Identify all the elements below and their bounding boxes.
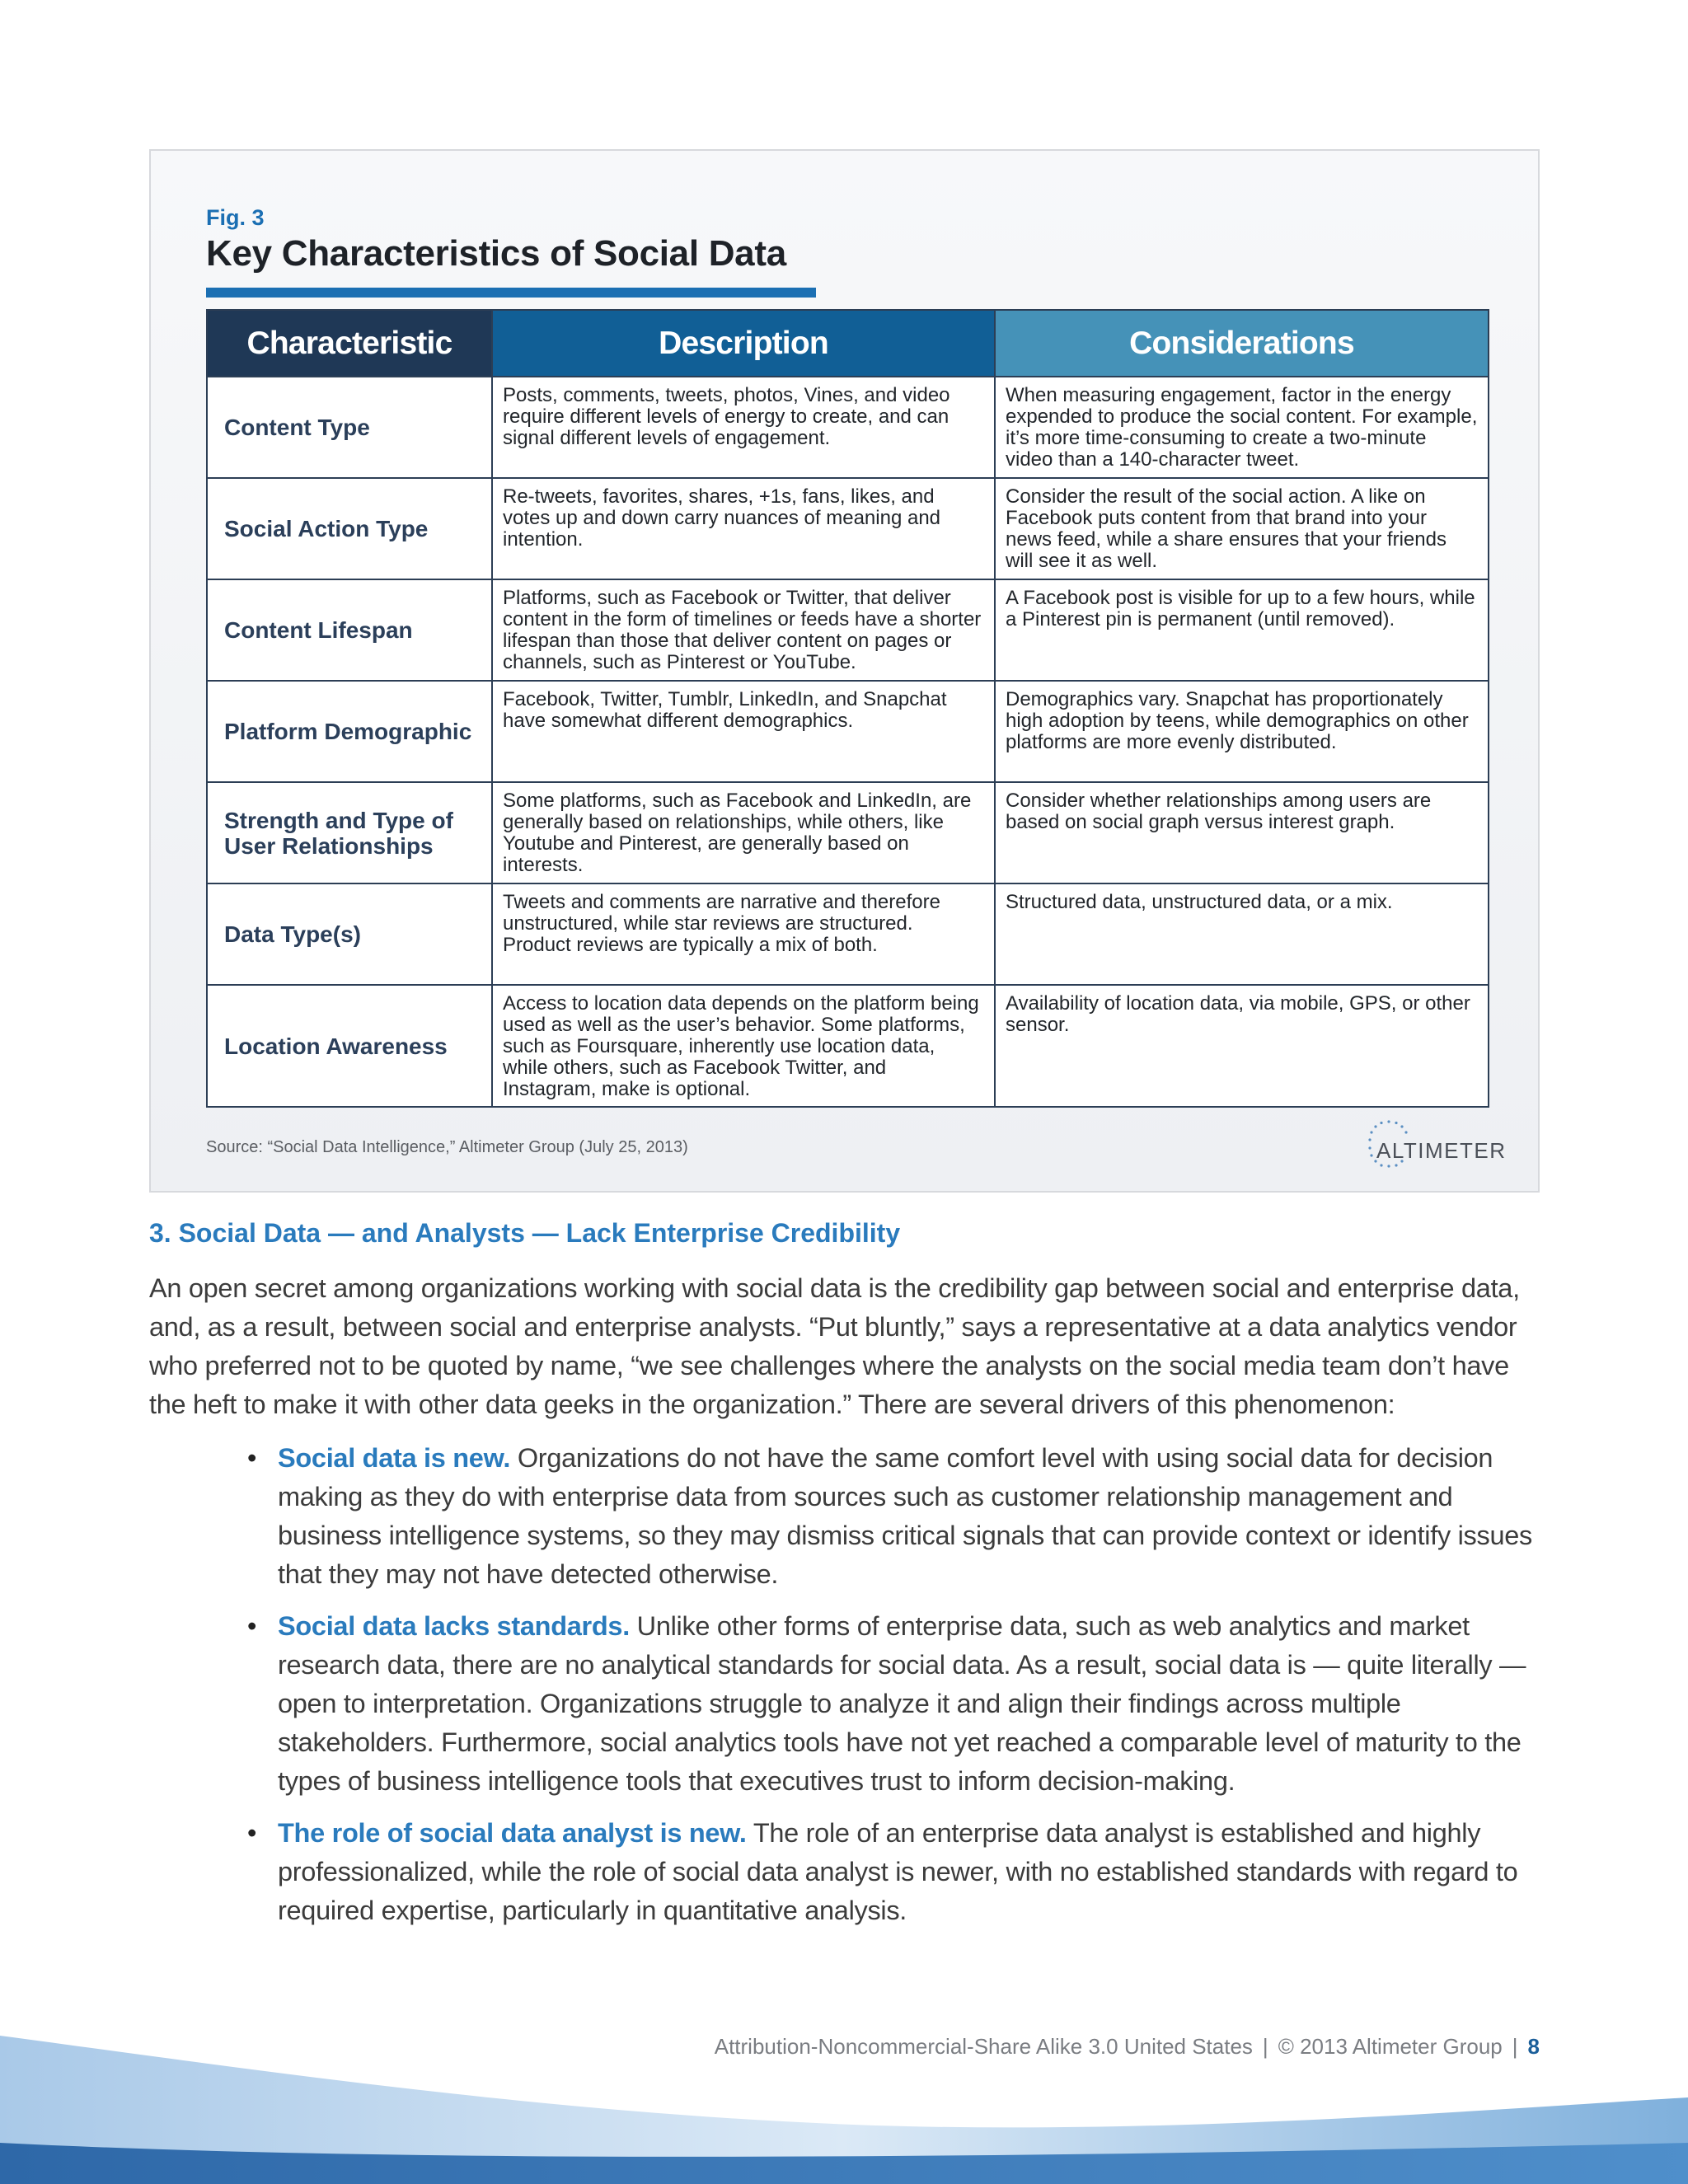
section-heading: 3. Social Data — and Analysts — Lack Enterprise Credibility [149, 1218, 901, 1248]
row-considerations: Structured data, unstructured data, or a mix. [995, 883, 1489, 985]
logo-text: ALTIMETER [1376, 1138, 1507, 1163]
row-description: Access to location data depends on the platform being used as well as the user’s behavior. Some platforms, such as Foursquare, inherently use location data, while others, such as Facebook Twitter, and Instagram, make is optional. [492, 985, 995, 1107]
bullet-text: Unlike other forms of enterprise data, such as web analytics and market research data, there are no analytical standards for social data. As a result, social data is — quite literally — open to interpretation. Organizations struggle to analyze it and align their findings across multiple stakeholders. Furthermore, social analytics tools have not yet reached a comparable level of maturity to the types of business intelligence tools that executives trust to inform decision-making. [278, 1611, 1526, 1796]
footer-copyright: © 2013 Altimeter Group [1278, 2034, 1503, 2059]
row-characteristic: Platform Demographic [207, 681, 492, 782]
bullet-icon: • [247, 1611, 257, 1641]
footer-separator: | [1262, 2034, 1268, 2059]
table-row [207, 478, 1489, 579]
body-paragraph: An open secret among organizations working with social data is the credibility gap between social and enterprise data, and, as a result, between social and enterprise analysts. “Put bluntly,” says a representative at a data analytics vendor who preferred not to be quoted by name, “we see challenges where the analysts on the social media team don’t have the heft to make it with other data geeks in the organization.” There are several drivers of this phenomenon: [149, 1273, 1520, 1419]
row-description: Some platforms, such as Facebook and LinkedIn, are generally based on relationships, while others, like Youtube and Pinterest, are generally based on interests. [492, 782, 995, 883]
table-row [207, 377, 1489, 478]
row-characteristic: Strength and Type of User Relationships [207, 782, 492, 883]
row-description: Re-tweets, favorites, shares, +1s, fans, likes, and votes up and down carry nuances of meaning and intention. [492, 478, 995, 579]
bullet-lead: The role of social data analyst is new. [278, 1818, 747, 1848]
table-row [207, 782, 1489, 883]
row-considerations: Demographics vary. Snapchat has proportionately high adoption by teens, while demographics on other platforms are more evenly distributed. [995, 681, 1489, 782]
list-item [239, 1439, 1558, 1594]
bullet-lead: Social data lacks standards. [278, 1611, 630, 1641]
figure-title: Key Characteristics of Social Data [206, 233, 786, 274]
figure-label: Fig. 3 [206, 205, 265, 230]
table-row [207, 681, 1489, 782]
row-characteristic: Social Action Type [207, 478, 492, 579]
bullet-icon: • [247, 1443, 257, 1473]
title-underline [206, 288, 816, 298]
page-number: 8 [1527, 2034, 1540, 2059]
list-item [239, 1607, 1558, 1801]
row-description: Tweets and comments are narrative and therefore unstructured, while star reviews are structured. Product reviews are typically a mix of both. [492, 883, 995, 985]
row-description: Posts, comments, tweets, photos, Vines, and video require different levels of energy to create, and can signal different levels of engagement. [492, 377, 995, 478]
list-item [239, 1814, 1558, 1930]
page-footer [715, 2034, 1540, 2060]
bullet-lead: Social data is new. [278, 1443, 511, 1473]
table-row [207, 579, 1489, 681]
figure-source: Source: “Social Data Intelligence,” Altimeter Group (July 25, 2013) [206, 1138, 688, 1156]
header-considerations: Considerations [995, 310, 1489, 377]
row-considerations: Consider the result of the social action. A like on Facebook puts content from that brand into your news feed, while a share ensures that your friends will see it as well. [995, 478, 1489, 579]
header-description: Description [492, 310, 995, 377]
characteristics-table [206, 309, 1489, 1108]
row-considerations: When measuring engagement, factor in the energy expended to produce the social content. For example, it’s more time-consuming to create a two-minute video than a 140-character tweet. [995, 377, 1489, 478]
figure-box [149, 149, 1540, 1193]
bullet-icon: • [247, 1818, 257, 1848]
table-header-row [207, 310, 1489, 377]
row-considerations: A Facebook post is visible for up to a few hours, while a Pinterest pin is permanent (until removed). [995, 579, 1489, 681]
row-characteristic: Content Lifespan [207, 579, 492, 681]
altimeter-logo [1356, 1115, 1507, 1173]
drivers-list [239, 1439, 1558, 1943]
row-considerations: Availability of location data, via mobile, GPS, or other sensor. [995, 985, 1489, 1107]
footer-license: Attribution-Noncommercial-Share Alike 3.0 United States [714, 2034, 1253, 2059]
footer-separator: | [1512, 2034, 1518, 2059]
row-description: Platforms, such as Facebook or Twitter, that deliver content in the form of timelines or feeds have a shorter lifespan than those that deliver content on pages or channels, such as Pinterest or YouTube. [492, 579, 995, 681]
bullet-text: Organizations do not have the same comfort level with using social data for decision making as they do with enterprise data from sources such as customer relationship management and business intelligence systems, so they may dismiss critical signals that can provide context or identify issues that they may not have detected otherwise. [278, 1443, 1532, 1589]
row-characteristic: Location Awareness [207, 985, 492, 1107]
row-characteristic: Data Type(s) [207, 883, 492, 985]
row-considerations: Consider whether relationships among users are based on social graph versus interest graph. [995, 782, 1489, 883]
bullet-text: The role of an enterprise data analyst is established and highly professionalized, while the role of social data analyst is newer, with no established standards with regard to required expertise, particularly in quantitative analysis. [278, 1818, 1518, 1925]
header-characteristic: Characteristic [207, 310, 492, 377]
table-row [207, 985, 1489, 1107]
row-description: Facebook, Twitter, Tumblr, LinkedIn, and Snapchat have somewhat different demographics. [492, 681, 995, 782]
table-row [207, 883, 1489, 985]
row-characteristic: Content Type [207, 377, 492, 478]
